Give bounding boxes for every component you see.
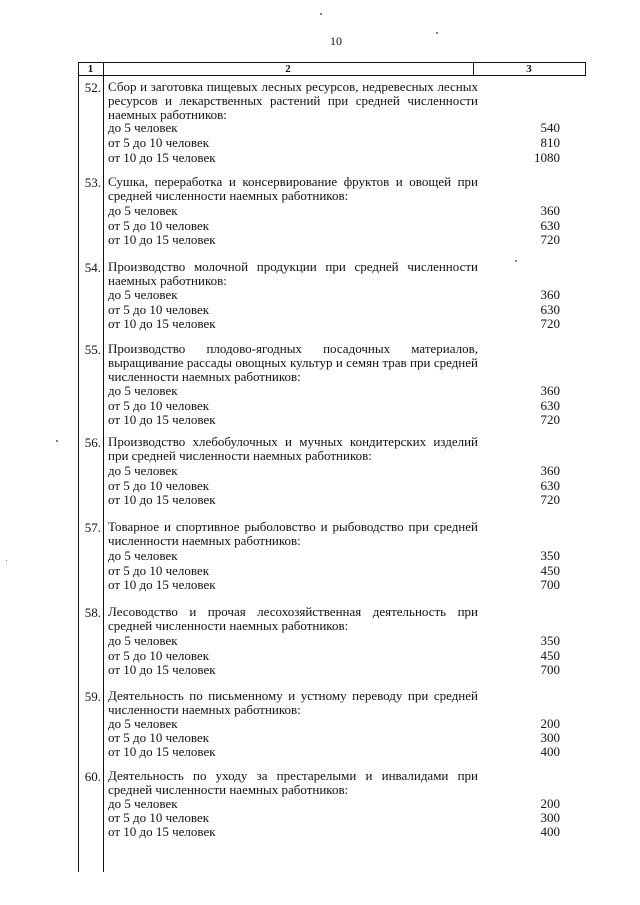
scan-speck — [320, 13, 322, 15]
column-divider-1 — [103, 62, 104, 872]
row-number: 60. — [84, 769, 101, 784]
tier-label: от 5 до 10 человек — [108, 302, 210, 317]
tier-value: 350 — [540, 548, 560, 563]
row-description: Производство молочной продукции при средней численности наемных работников: — [108, 259, 478, 288]
row-number: 56. — [84, 435, 101, 450]
row-number: 54. — [84, 260, 101, 275]
tier-label: от 10 до 15 человек — [108, 150, 216, 165]
row-number: 52. — [84, 80, 101, 95]
tier-label: от 5 до 10 человек — [108, 648, 210, 663]
tier-value: 540 — [540, 120, 560, 135]
row-description: Лесоводство и прочая лесохозяйственная деятельность при средней численности наемных работников: — [108, 604, 478, 633]
row-description: Деятельность по уходу за престарелыми и инвалидами при средней численности наемных работников: — [108, 768, 478, 797]
tier-label: от 5 до 10 человек — [108, 810, 210, 825]
row-description: Товарное и спортивное рыболовство и рыбоводство при средней численности наемных работников: — [108, 519, 478, 548]
tier-label: от 5 до 10 человек — [108, 135, 210, 150]
tier-label: от 5 до 10 человек — [108, 563, 210, 578]
tier-label: от 10 до 15 человек — [108, 662, 216, 677]
tier-label: от 5 до 10 человек — [108, 730, 210, 745]
tier-value: 630 — [540, 302, 560, 317]
tier-value: 360 — [540, 463, 560, 478]
tier-value: 700 — [540, 577, 560, 592]
tier-label: от 10 до 15 человек — [108, 412, 216, 427]
page-number: 10 — [330, 34, 342, 48]
column-header-amount: 3 — [526, 63, 532, 75]
tier-label: от 10 до 15 человек — [108, 744, 216, 759]
tier-value: 400 — [540, 824, 560, 839]
tier-value: 700 — [540, 662, 560, 677]
row-description: Производство плодово-ягодных посадочных материалов, выращивание рассады овощных культур и семян трав при средней численности наемных работников: — [108, 341, 478, 384]
row-description: Производство хлебобулочных и мучных кондитерских изделий при средней численности наемных работников: — [108, 434, 478, 463]
row-number: 55. — [84, 342, 101, 357]
table-border-right — [585, 62, 586, 75]
tier-value: 360 — [540, 383, 560, 398]
scan-speck — [56, 440, 58, 442]
tier-label: до 5 человек — [108, 548, 178, 563]
tier-label: до 5 человек — [108, 203, 178, 218]
tier-value: 630 — [540, 478, 560, 493]
tier-value: 300 — [540, 730, 560, 745]
tier-label: от 10 до 15 человек — [108, 316, 216, 331]
tariff-table — [78, 62, 586, 872]
tier-value: 400 — [540, 744, 560, 759]
row-number: 57. — [84, 520, 101, 535]
tier-label: от 10 до 15 человек — [108, 492, 216, 507]
row-description: Сушка, переработка и консервирование фруктов и овощей при средней численности наемных работников: — [108, 174, 478, 203]
tier-value: 450 — [540, 648, 560, 663]
tier-value: 1080 — [534, 150, 560, 165]
tier-value: 360 — [540, 203, 560, 218]
tier-value: 630 — [540, 398, 560, 413]
row-number: 53. — [84, 175, 101, 190]
tier-value: 450 — [540, 563, 560, 578]
scan-speck — [436, 32, 438, 34]
tier-value: 200 — [540, 716, 560, 731]
row-description: Деятельность по письменному и устному переводу при средней численности наемных работников: — [108, 688, 478, 717]
tier-value: 720 — [540, 492, 560, 507]
tier-label: до 5 человек — [108, 716, 178, 731]
tier-value: 720 — [540, 316, 560, 331]
tier-label: от 10 до 15 человек — [108, 232, 216, 247]
tier-label: до 5 человек — [108, 796, 178, 811]
column-header-number: 1 — [87, 63, 94, 75]
tier-label: до 5 человек — [108, 463, 178, 478]
tier-label: до 5 человек — [108, 120, 178, 135]
tier-label: от 10 до 15 человек — [108, 577, 216, 592]
tier-value: 360 — [540, 287, 560, 302]
tier-value: 810 — [540, 135, 560, 150]
tier-value: 720 — [540, 412, 560, 427]
tier-value: 300 — [540, 810, 560, 825]
tier-label: до 5 человек — [108, 633, 178, 648]
tier-value: 200 — [540, 796, 560, 811]
tier-label: до 5 человек — [108, 383, 178, 398]
scan-speck — [6, 560, 7, 561]
tier-label: до 5 человек — [108, 287, 178, 302]
row-description: Сбор и заготовка пищевых лесных ресурсов, недревесных лесных ресурсов и лекарственных растений при средней численности наемных работников: — [108, 79, 478, 122]
tier-label: от 5 до 10 человек — [108, 478, 210, 493]
tier-label: от 10 до 15 человек — [108, 824, 216, 839]
tier-value: 630 — [540, 218, 560, 233]
row-number: 59. — [84, 689, 101, 704]
tier-label: от 5 до 10 человек — [108, 218, 210, 233]
row-number: 58. — [84, 605, 101, 620]
tier-label: от 5 до 10 человек — [108, 398, 210, 413]
tier-value: 720 — [540, 232, 560, 247]
header-divider — [78, 75, 586, 76]
column-header-activity: 2 — [285, 63, 291, 75]
tier-value: 350 — [540, 633, 560, 648]
